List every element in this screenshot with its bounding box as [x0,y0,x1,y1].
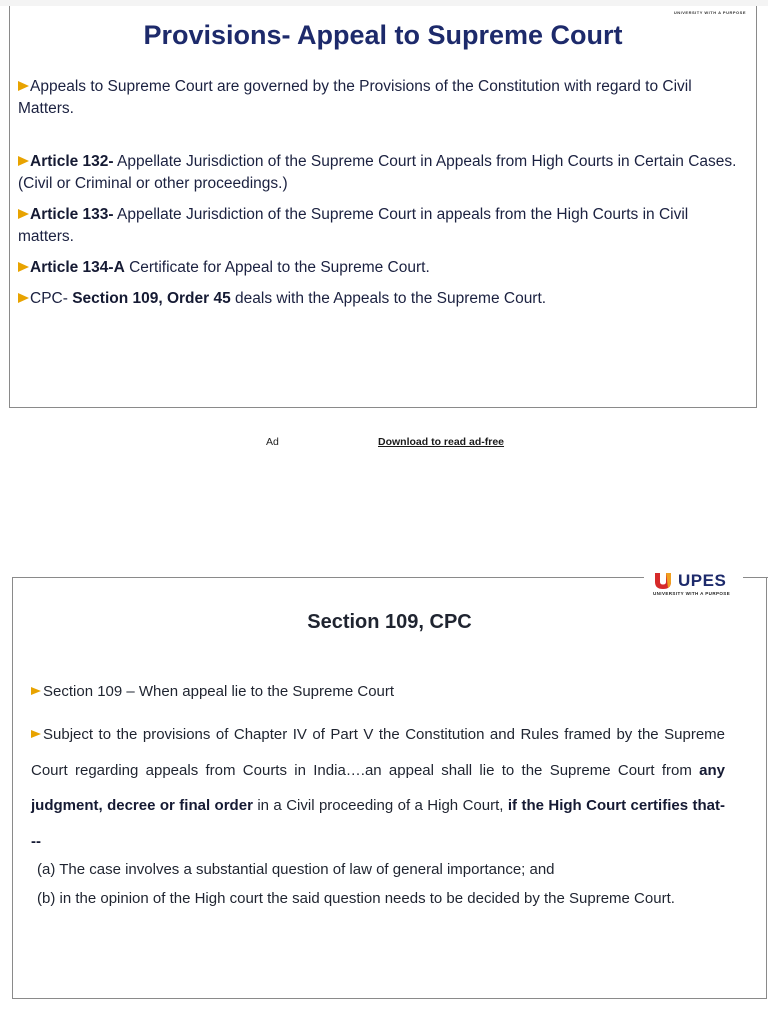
upes-logo [651,571,745,597]
list-item: Article 134-A Certificate for Appeal to the Supreme Court. [18,257,742,279]
list-item: Section 109 – When appeal lie to the Supreme Court [31,681,725,703]
slide-section-109 [12,571,767,999]
list-item: Appeals to Supreme Court are governed by the Provisions of the Constitution with regard to Civil Matters. [18,78,692,117]
arrow-bullet-icon [31,687,41,695]
arrow-bullet-icon [18,262,29,272]
list-item: Article 133- Appellate Jurisdiction of the Supreme Court in appeals from the High Courts in Civil matters. [18,206,689,245]
ad-label: Ad [266,436,279,448]
arrow-bullet-icon [18,81,29,91]
upes-tagline: UNIVERSITY WITH A PURPOSE [653,591,731,596]
list-item: Article 132- Appellate Jurisdiction of the Supreme Court in Appeals from High Courts in Certain Cases. (Civil or Criminal or other proceedings.) [18,153,737,192]
arrow-bullet-icon [31,730,41,738]
arrow-bullet-icon [18,293,29,303]
slide-title: Provisions- Appeal to Supreme Court [143,20,623,50]
arrow-bullet-icon [18,209,29,219]
slide-title: Section 109, CPC [307,611,472,633]
list-item: CPC- Section 109, Order 45 deals with the Appeals to the Supreme Court. [18,288,742,310]
list-item: (a) The case involves a substantial question of law of general importance; and [37,861,555,878]
slide-provisions [9,6,757,408]
arrow-bullet-icon [18,156,29,166]
upes-logo-text: UPES [678,571,727,590]
upes-logo-icon [653,571,673,591]
bullet-list [31,681,725,916]
divider [12,577,644,578]
bullet-list [18,76,742,310]
list-item: (b) in the opinion of the High court the said question needs to be decided by the Supreme Court. [37,890,675,907]
divider [743,577,768,578]
upes-tagline: UNIVERSITY WITH A PURPOSE [673,10,746,15]
list-item: Subject to the provisions of Chapter IV of Part V the Constitution and Rules framed by the Supreme Court regarding appeals from Courts in India….an appeal shall lie to the Supreme Court from any judgment, decree or final order in a Civil proceeding of a High Court, if the High Court certifies that--- [31,726,725,850]
ad-row [0,436,768,454]
download-ad-free-link[interactable]: Download to read ad-free [378,436,505,448]
